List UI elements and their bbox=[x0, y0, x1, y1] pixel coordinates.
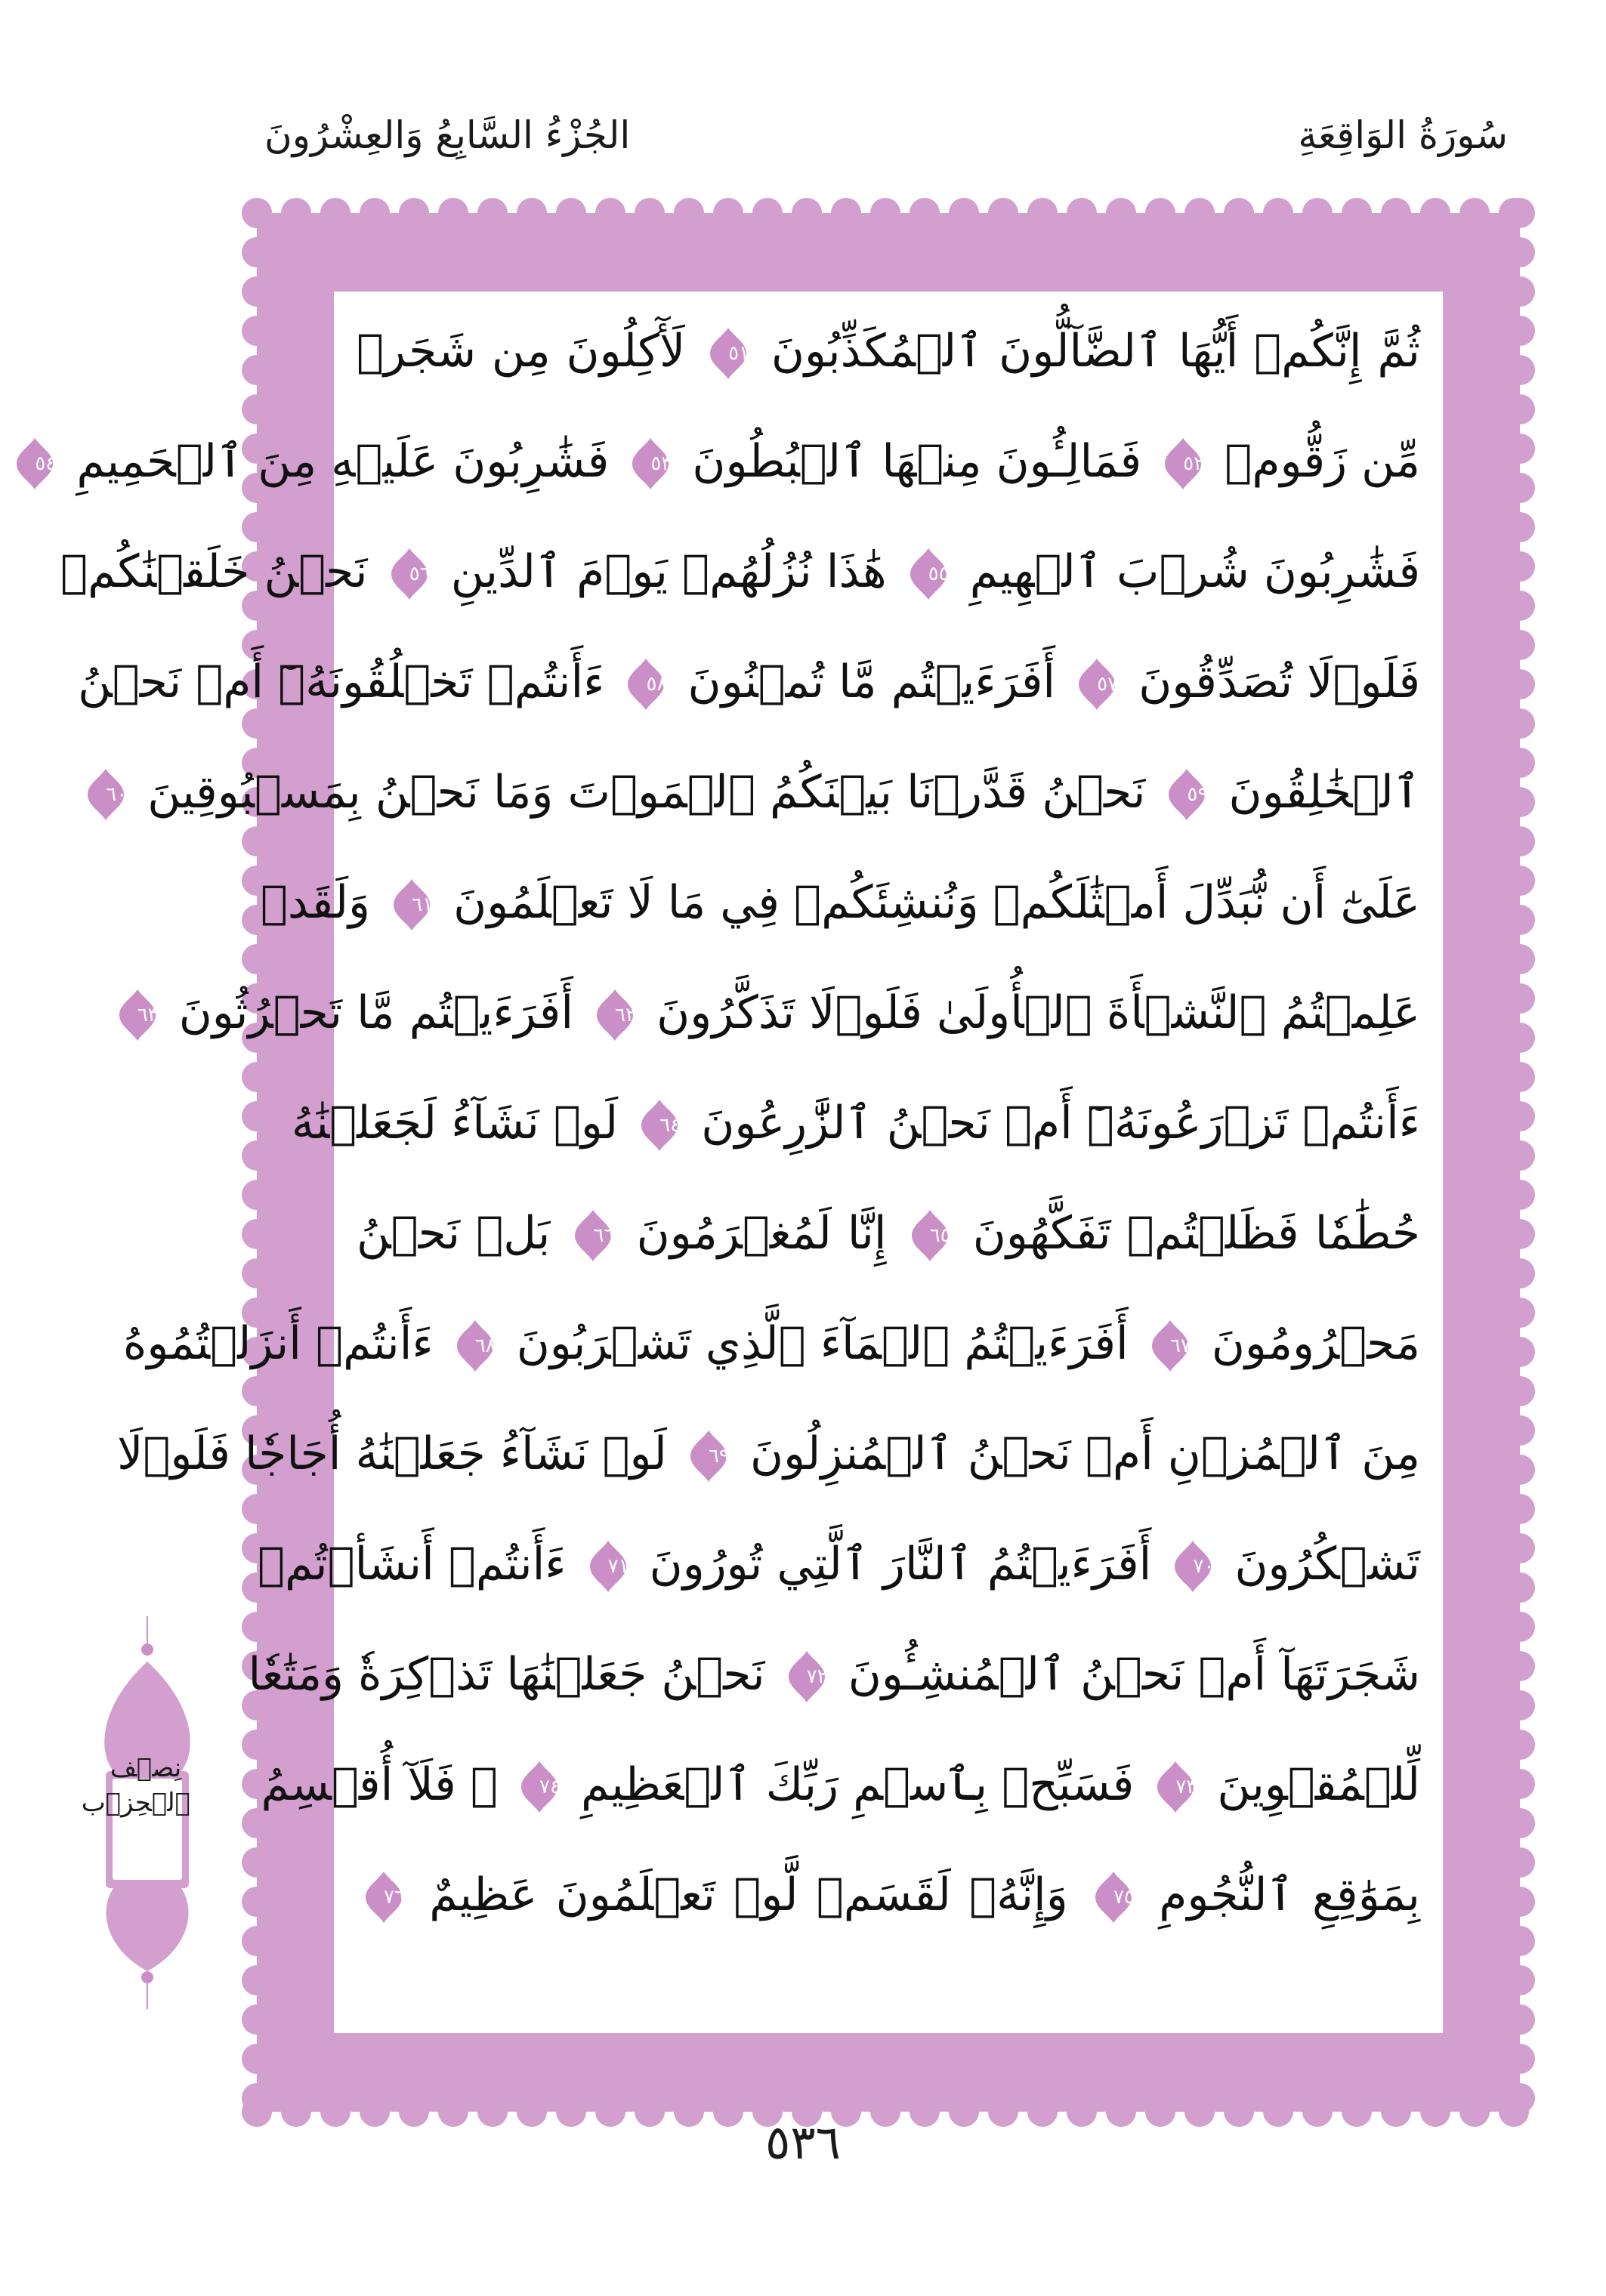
ayah-number-marker bbox=[572, 1208, 614, 1263]
verse-line bbox=[60, 523, 1420, 621]
ayah-number: ٥٤ bbox=[35, 452, 57, 476]
ayah-number-marker bbox=[587, 1539, 629, 1594]
verse-text: فَشَٰرِبُونَ شُرۡبَ ٱلۡهِيمِ bbox=[955, 545, 1420, 598]
verse-line bbox=[117, 1405, 1420, 1503]
surah-title: سُورَةُ الوَاقِعَةِ bbox=[1298, 113, 1508, 157]
verse-text: فَسَبِّحۡ بِٱسۡمِ رَبِّكَ ٱلۡعَظِيمِ bbox=[566, 1758, 1135, 1811]
ayah-number-marker bbox=[14, 437, 56, 491]
verse-text: عَلِمۡتُمُ ٱلنَّشۡأَةَ ٱلۡأُولَىٰ فَلَوۡلَا تَذَكَّرُونَ bbox=[642, 986, 1420, 1039]
verse-text: هَٰذَا نُزُلُهُمۡ يَوۡمَ ٱلدِّينِ bbox=[436, 545, 887, 598]
verse-text: ءَأَنتُمۡ أَنزَلۡتُمُوهُ bbox=[122, 1317, 434, 1370]
ayah-number: ٥٨ bbox=[646, 673, 668, 696]
ayah-number: ٦٢ bbox=[615, 1004, 637, 1027]
verse-text: لَوۡ نَشَآءُ لَجَعَلۡنَٰهُ bbox=[291, 1097, 619, 1150]
verse-text: نَحۡنُ قَدَّرۡنَا بَيۡنَكُمُ ٱلۡمَوۡتَ وَمَا نَحۡنُ بِمَسۡبُوقِينَ bbox=[133, 766, 1146, 819]
juz-title: الجُزْءُ السَّابِعُ وَالعِشْرُونَ bbox=[264, 113, 631, 157]
verse-text: فَلَوۡلَا تُصَدِّقُونَ bbox=[1124, 656, 1420, 708]
ayah-number-marker bbox=[1162, 437, 1204, 491]
ayah-number: ٦٥ bbox=[929, 1224, 951, 1248]
ayah-number-marker bbox=[1166, 767, 1208, 822]
ayah-number: ٦٩ bbox=[708, 1445, 730, 1468]
verse-text: ءَأَنتُمۡ تَزۡرَعُونَهُۥٓ أَمۡ نَحۡنُ ٱلزَّٰرِعُونَ bbox=[687, 1097, 1420, 1150]
verse-text: حُطَٰمٗا فَظَلۡتُمۡ تَفَكَّهُونَ bbox=[956, 1207, 1420, 1260]
ayah-number-marker bbox=[594, 988, 636, 1042]
verse-line bbox=[357, 1846, 1420, 1944]
verse-text: فَمَالِـُٔونَ مِنۡهَا ٱلۡبُطُونَ bbox=[678, 435, 1142, 488]
ayah-number-marker bbox=[1172, 1539, 1214, 1594]
verse-text: إِنَّا لَمُغۡرَمُونَ bbox=[620, 1207, 887, 1260]
verse-text: لِّلۡمُقۡوِينَ bbox=[1203, 1758, 1420, 1811]
ayah-number-marker bbox=[391, 878, 433, 932]
verse-text: نَحۡنُ جَعَلۡنَٰهَا تَذۡكِرَةٗ وَمَتَٰعٗا bbox=[248, 1648, 765, 1701]
verse-line bbox=[357, 1184, 1420, 1282]
verse-text: وَلَقَدۡ bbox=[260, 876, 371, 929]
verse-line bbox=[257, 1515, 1420, 1613]
ayah-number: ٧٣ bbox=[1175, 1776, 1197, 1799]
ayah-number: ٧٦ bbox=[384, 1886, 405, 1909]
ayah-number-marker bbox=[116, 988, 159, 1042]
ayah-number: ٦١ bbox=[412, 893, 434, 917]
verse-line bbox=[35, 412, 1420, 511]
verse-line bbox=[357, 302, 1420, 400]
ayah-number-marker bbox=[638, 1098, 681, 1153]
hizb-label bbox=[81, 1751, 190, 1820]
ayah-number-marker bbox=[85, 767, 127, 822]
ayah-number-marker bbox=[1149, 1319, 1191, 1373]
verse-text: مَحۡرُومُونَ bbox=[1197, 1317, 1420, 1370]
verse-text: ۞ فَلَآ أُقۡسِمُ bbox=[261, 1758, 498, 1811]
verse-line bbox=[78, 633, 1420, 731]
ayah-number: ٦٨ bbox=[474, 1335, 496, 1358]
verse-line bbox=[291, 1074, 1420, 1172]
verse-text: عَلَىٰٓ أَن نُّبَدِّلَ أَمۡثَٰلَكُمۡ وَنُنشِئَكُمۡ فِي مَا لَا تَعۡلَمُونَ bbox=[439, 876, 1420, 929]
ayah-number-marker bbox=[518, 1760, 561, 1814]
ayah-number-marker bbox=[1076, 657, 1118, 711]
ayah-number-marker bbox=[1092, 1870, 1135, 1924]
ayah-number: ٥٧ bbox=[1097, 673, 1119, 696]
verse-text: نَحۡنُ خَلَقۡنَٰكُمۡ bbox=[60, 545, 368, 598]
ayah-number-marker bbox=[1154, 1760, 1197, 1814]
ayah-number: ٦٦ bbox=[593, 1224, 615, 1248]
ayah-number: ٥٦ bbox=[409, 563, 431, 586]
ayah-number: ٦٣ bbox=[137, 1004, 159, 1027]
verse-text: ثُمَّ إِنَّكُمۡ أَيُّهَا ٱلضَّآلُّونَ ٱلۡمُكَذِّبُونَ bbox=[755, 325, 1420, 378]
verse-line bbox=[261, 1736, 1420, 1834]
verse-text: مِّن زَقُّومٖ bbox=[1210, 435, 1420, 488]
ayah-number-marker bbox=[625, 657, 667, 711]
verse-text: لَوۡ نَشَآءُ جَعَلۡنَٰهُ أُجَاجٗا فَلَوۡلَا bbox=[117, 1427, 667, 1480]
ayah-number: ٥٩ bbox=[1187, 783, 1209, 807]
page-number: ٥٣٦ bbox=[765, 2115, 841, 2170]
verse-text: أَفَرَءَيۡتُمُ ٱلنَّارَ ٱلَّتِي تُورُونَ bbox=[635, 1538, 1152, 1591]
ayah-number: ٧١ bbox=[607, 1555, 629, 1578]
ayah-number-marker bbox=[629, 437, 672, 491]
ayah-number-marker bbox=[909, 1208, 951, 1263]
verse-text: بَلۡ نَحۡنُ bbox=[357, 1207, 551, 1260]
hizb-label-line1: نِصۡف bbox=[110, 1753, 182, 1783]
verse-line bbox=[137, 964, 1420, 1062]
ayah-number-marker bbox=[687, 1429, 730, 1483]
verse-text: بِمَوَٰقِعِ ٱلنُّجُومِ bbox=[1140, 1869, 1420, 1921]
verse-text: فَشَٰرِبُونَ عَلَيۡهِ مِنَ ٱلۡحَمِيمِ bbox=[62, 435, 610, 488]
verse-text: لَأٓكِلُونَ مِن شَجَرٖ bbox=[357, 325, 686, 378]
verse-line bbox=[122, 1295, 1420, 1393]
ayah-number-marker bbox=[707, 326, 749, 381]
ayah-number-marker bbox=[363, 1870, 405, 1924]
ayah-number: ٥٢ bbox=[1183, 452, 1205, 476]
verse-text: شَجَرَتَهَآ أَمۡ نَحۡنُ ٱلۡمُنشِـُٔونَ bbox=[833, 1648, 1420, 1701]
verse-text: ءَأَنتُمۡ أَنشَأۡتُمۡ bbox=[257, 1538, 567, 1591]
verse-text: أَفَرَءَيۡتُم مَّا تُمۡنُونَ bbox=[673, 656, 1056, 708]
verse-line bbox=[106, 743, 1420, 841]
verse-text: ءَأَنتُمۡ تَخۡلُقُونَهُۥٓ أَمۡ نَحۡنُ bbox=[78, 656, 605, 708]
ayah-number: ٧٥ bbox=[1113, 1886, 1135, 1909]
verse-text: أَفَرَءَيۡتُم مَّا تَحۡرُثُونَ bbox=[164, 986, 574, 1039]
ayah-number: ٧٠ bbox=[1193, 1555, 1215, 1578]
hizb-label-line2: ٱلۡحِزۡب bbox=[81, 1788, 190, 1818]
verse-text: تَشۡكُرُونَ bbox=[1220, 1538, 1420, 1591]
ayah-number: ٧٢ bbox=[806, 1665, 828, 1689]
ayah-number: ٥١ bbox=[728, 342, 750, 366]
ayah-number: ٧٤ bbox=[539, 1776, 561, 1799]
ayah-number-marker bbox=[388, 547, 431, 601]
ayah-number-marker bbox=[454, 1319, 496, 1373]
ayah-number: ٦٠ bbox=[106, 783, 128, 807]
ayah-number-marker bbox=[786, 1649, 828, 1704]
verse-text: ٱلۡخَٰلِقُونَ bbox=[1214, 766, 1420, 819]
ayah-number: ٥٥ bbox=[928, 563, 950, 586]
verse-text: مِنَ ٱلۡمُزۡنِ أَمۡ نَحۡنُ ٱلۡمُنزِلُونَ bbox=[735, 1427, 1420, 1480]
verse-line bbox=[248, 1625, 1420, 1724]
verse-text: أَفَرَءَيۡتُمُ ٱلۡمَآءَ ٱلَّذِي تَشۡرَبُونَ bbox=[502, 1317, 1129, 1370]
verse-line bbox=[260, 853, 1420, 952]
verse-text: وَإِنَّهُۥ لَقَسَمٞ لَّوۡ تَعۡلَمُونَ عَظِيمٌ bbox=[411, 1869, 1068, 1921]
ayah-number: ٥٣ bbox=[650, 452, 672, 476]
ayah-number-marker bbox=[907, 547, 950, 601]
ayah-number: ٦٤ bbox=[659, 1114, 681, 1137]
ayah-number: ٦٧ bbox=[1169, 1335, 1191, 1358]
